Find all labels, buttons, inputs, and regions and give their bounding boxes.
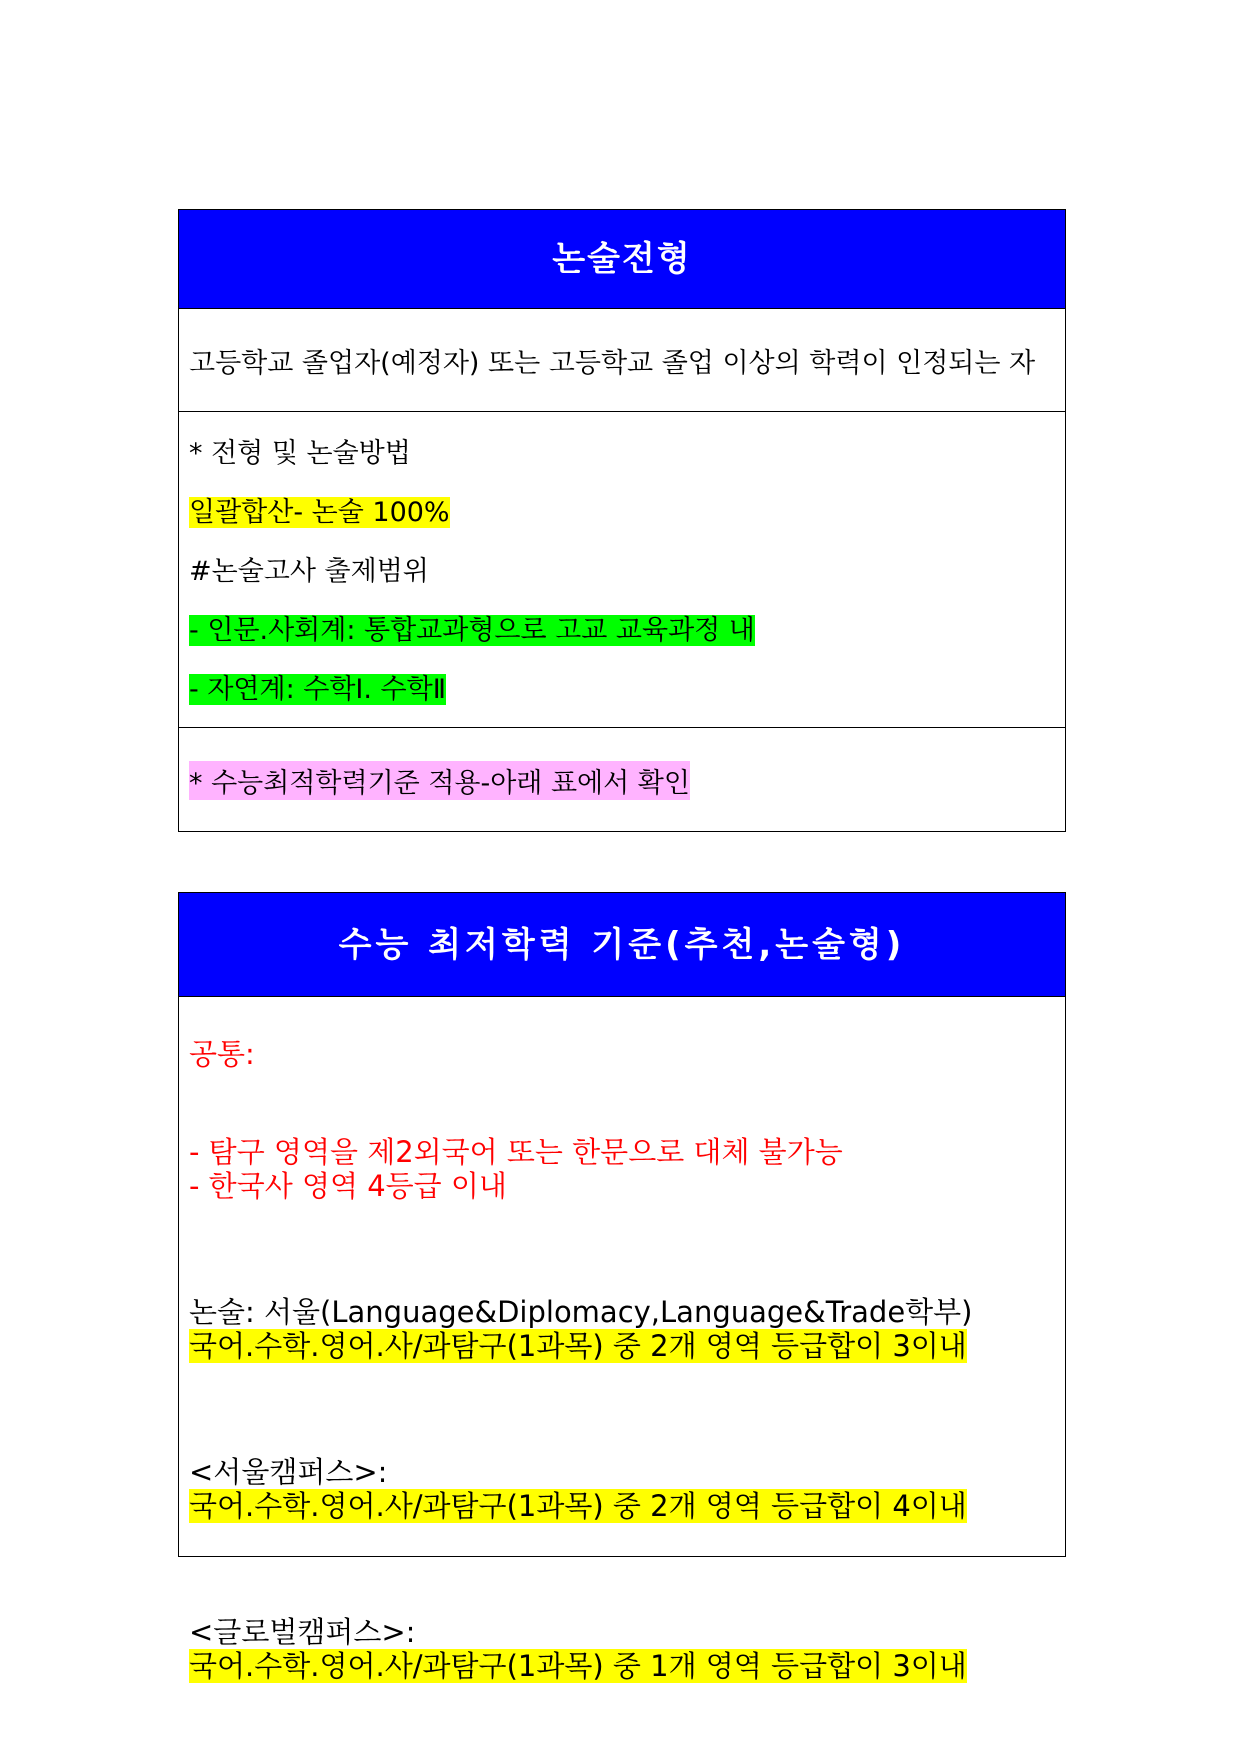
scope-heading: #논술고사 출제범위	[189, 556, 429, 587]
essay-seoul-rule: 국어.수학.영어.사/과탐구(1과목) 중 2개 영역 등급합이 3이내	[189, 1329, 967, 1363]
csat-note-row	[179, 728, 1065, 832]
seoul-campus-label: <서울캠퍼스>:	[189, 1455, 388, 1489]
common-rule-1: - 탐구 영역을 제2외국어 또는 한문으로 대체 불가능	[189, 1135, 843, 1169]
scope-natural: - 자연계: 수학Ⅰ. 수학Ⅱ	[189, 674, 446, 705]
method-row	[179, 412, 1065, 728]
global-campus-rule: 국어.수학.영어.사/과탐구(1과목) 중 1개 영역 등급합이 3이내	[189, 1649, 967, 1683]
common-label: 공통:	[189, 1037, 255, 1071]
eligibility-text: 고등학교 졸업자(예정자) 또는 고등학교 졸업 이상의 학력이 인정되는 자	[189, 347, 1036, 379]
csat-minimum-table	[178, 892, 1066, 1683]
csat-note: * 수능최적학력기준 적용-아래 표에서 확인	[189, 761, 690, 800]
method-heading: * 전형 및 논술방법	[189, 438, 411, 469]
csat-minimum-body	[179, 997, 1065, 1683]
eligibility-row	[179, 309, 1065, 412]
method-value: 일괄합산- 논술 100%	[189, 497, 450, 528]
csat-minimum-title: 수능 최저학력 기준(추천,논술형)	[179, 893, 1065, 997]
global-campus-label: <글로벌캠퍼스>:	[189, 1615, 416, 1649]
scope-humanities: - 인문.사회계: 통합교과형으로 고교 교육과정 내	[189, 615, 755, 646]
essay-admission-table	[178, 209, 1066, 832]
seoul-campus-rule: 국어.수학.영어.사/과탐구(1과목) 중 2개 영역 등급합이 4이내	[189, 1489, 967, 1523]
common-rule-2: - 한국사 영역 4등급 이내	[189, 1169, 507, 1203]
essay-seoul-label: 논술: 서울(Language&Diplomacy,Language&Trade학부)	[189, 1295, 973, 1329]
essay-admission-title: 논술전형	[179, 210, 1065, 309]
